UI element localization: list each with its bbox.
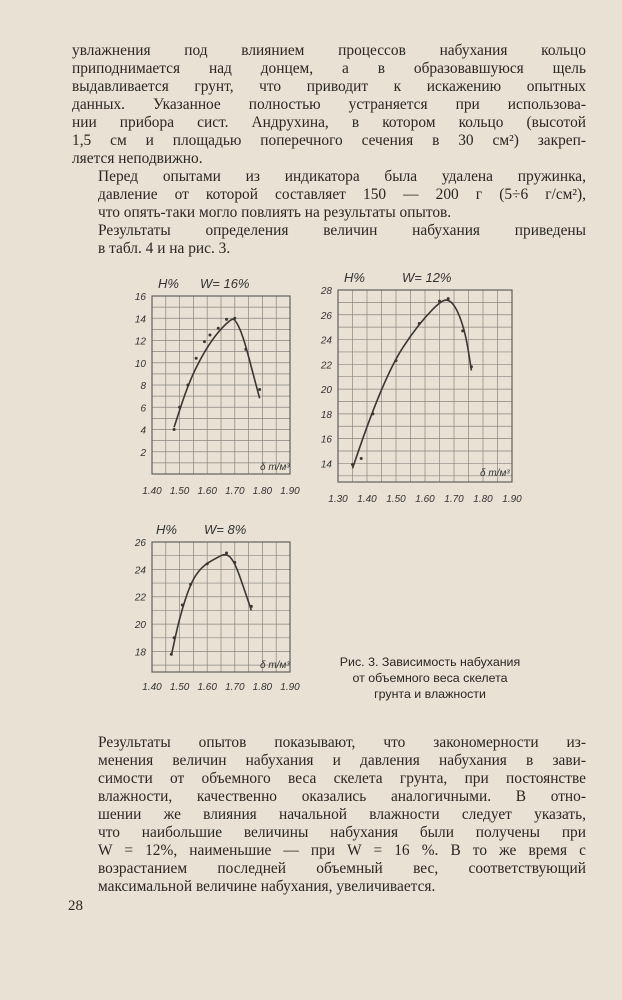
chart2-x-tick-label: 1.80 bbox=[252, 682, 273, 693]
chart2-data-point bbox=[181, 603, 184, 606]
p3-line: в табл. 4 и на рис. 3. bbox=[98, 240, 231, 257]
chart0-x-axis-label: δ т/м³ bbox=[260, 462, 290, 473]
p4-line: Результаты опытов показывают, что закономерности из- bbox=[98, 734, 586, 751]
chart2-y-tick-label: 20 bbox=[134, 620, 146, 632]
figure-caption bbox=[314, 654, 546, 702]
chart1-data-point bbox=[438, 300, 441, 303]
chart0-data-point bbox=[244, 348, 247, 351]
chart0-data-point bbox=[258, 388, 261, 391]
chart2-x-axis-label: δ т/м³ bbox=[260, 660, 290, 671]
p4-line: что наибольшие величины набухания были получены при bbox=[98, 824, 586, 841]
p2-line: что опять-таки могло повлиять на результаты опытов. bbox=[98, 204, 452, 221]
chart2-data-point bbox=[189, 583, 192, 586]
caption-line-1: Рис. 3. Зависимость набухания bbox=[339, 655, 521, 669]
chart1-data-point bbox=[351, 463, 354, 466]
chart2-y-tick-label: 24 bbox=[134, 565, 146, 577]
chart0-x-tick-label: 1.40 bbox=[142, 486, 162, 497]
p2-line: давление от которой составляет 150 — 200 г (5÷6 г/см²), bbox=[98, 186, 586, 203]
chart1-y-tick-label: 20 bbox=[320, 385, 332, 397]
chart0-y-tick-label: 2 bbox=[140, 447, 146, 459]
chart2-y-tick-label: 26 bbox=[134, 538, 146, 549]
chart0-title: W= 16% bbox=[200, 276, 250, 291]
chart2-y-tick-label: 18 bbox=[134, 647, 146, 659]
chart2-data-point bbox=[233, 561, 236, 564]
paragraph-4 bbox=[72, 734, 586, 896]
chart1-x-tick-label: 1.40 bbox=[357, 494, 377, 505]
chart0-y-tick-label: 10 bbox=[134, 358, 146, 370]
chart1-x-tick-label: 1.80 bbox=[473, 494, 493, 505]
p4-line: W = 12%, наименьшие — при W = 16 %. В то же время с bbox=[98, 842, 586, 859]
chart1-x-tick-label: 1.60 bbox=[415, 494, 435, 505]
chart-w8-svg bbox=[128, 522, 310, 693]
chart1-y-tick-label: 24 bbox=[320, 335, 332, 347]
p4-line: шении же влияния начальной влажности следует указать, bbox=[98, 806, 586, 823]
p2-line: Перед опытами из индикатора была удалена пружинка, bbox=[98, 168, 586, 185]
p1-line: выдавливается грунт, что приводит к искажению опытных bbox=[72, 78, 586, 95]
p1-line: ляется неподвижно. bbox=[72, 150, 203, 167]
chart-w16-svg bbox=[128, 268, 310, 504]
p4-line: влажности, качественно оказались аналогичными. В отно- bbox=[98, 788, 586, 805]
chart0-x-tick-label: 1.90 bbox=[280, 486, 300, 497]
p1-line: 1,5 см и площадью поперечного сечения в 30 см²) закреп- bbox=[72, 132, 586, 149]
chart1-y-tick-label: 26 bbox=[320, 310, 332, 322]
p1-line: приподнимается над донцем, а в образовавшуюся щель bbox=[72, 60, 586, 77]
chart2-x-tick-label: 1.60 bbox=[197, 682, 217, 693]
chart1-x-tick-label: 1.90 bbox=[502, 494, 522, 505]
chart1-series-curve bbox=[353, 300, 472, 468]
chart2-data-point bbox=[170, 653, 173, 656]
chart2-data-point bbox=[206, 562, 209, 565]
chart2-x-tick-label: 1.40 bbox=[142, 682, 162, 693]
chart1-data-point bbox=[418, 322, 421, 325]
chart1-y-tick-label: 28 bbox=[320, 286, 332, 297]
chart0-data-point bbox=[173, 428, 176, 431]
chart2-data-point bbox=[225, 551, 228, 554]
chart0-data-point bbox=[208, 333, 211, 336]
chart1-title: W= 12% bbox=[402, 270, 452, 285]
chart0-y-tick-label: 16 bbox=[134, 292, 146, 303]
chart2-data-point bbox=[173, 636, 176, 639]
chart2-title: W= 8% bbox=[204, 522, 247, 537]
p3-line: Результаты определения величин набухания приведены bbox=[98, 222, 586, 239]
chart1-x-tick-label: 1.30 bbox=[328, 494, 348, 505]
caption-line-3: грунта и влажности bbox=[374, 687, 486, 701]
page-number: 28 bbox=[68, 898, 83, 914]
chart1-x-axis-label: δ т/м³ bbox=[480, 468, 510, 479]
chart1-data-point bbox=[395, 359, 398, 362]
chart0-y-tick-label: 4 bbox=[140, 425, 146, 437]
p1-line: данных. Указанное полностью устраняется при использова- bbox=[72, 96, 586, 113]
chart0-data-point bbox=[178, 406, 181, 409]
chart0-y-tick-label: 14 bbox=[134, 314, 146, 326]
chart-w8 bbox=[128, 522, 310, 693]
chart0-y-axis-label: H% bbox=[158, 276, 179, 291]
chart1-data-point bbox=[470, 365, 473, 368]
chart1-data-point bbox=[461, 329, 464, 332]
p4-line: возрастанием последней объемный вес, соответствующий bbox=[98, 860, 586, 877]
chart0-x-tick-label: 1.60 bbox=[197, 486, 217, 497]
p4-line: менения величин набухания и давления набухания в зави- bbox=[98, 752, 586, 769]
chart1-data-point bbox=[371, 412, 374, 415]
chart0-y-tick-label: 8 bbox=[140, 381, 146, 392]
chart1-y-axis-label: H% bbox=[344, 270, 365, 285]
chart0-data-point bbox=[225, 318, 228, 321]
chart0-data-point bbox=[186, 384, 189, 387]
p4-line: симости от объемного веса скелета грунта, при постоянстве bbox=[98, 770, 586, 787]
chart-w16 bbox=[128, 268, 310, 504]
chart2-data-point bbox=[250, 605, 253, 608]
chart1-y-tick-label: 14 bbox=[320, 459, 332, 471]
chart0-data-point bbox=[195, 357, 198, 360]
chart2-x-tick-label: 1.50 bbox=[169, 682, 190, 693]
chart0-data-point bbox=[217, 327, 220, 330]
chart2-x-tick-label: 1.70 bbox=[225, 682, 245, 693]
p1-line: увлажнения под влиянием процессов набухания кольцо bbox=[72, 42, 586, 59]
chart2-y-tick-label: 22 bbox=[134, 592, 146, 604]
chart0-x-tick-label: 1.70 bbox=[225, 486, 245, 497]
chart-w12 bbox=[322, 268, 538, 504]
chart1-x-tick-label: 1.50 bbox=[386, 494, 406, 505]
chart0-x-tick-label: 1.50 bbox=[169, 486, 190, 497]
chart0-series-curve bbox=[174, 319, 260, 427]
chart1-y-tick-label: 16 bbox=[320, 434, 332, 446]
chart-w12-svg bbox=[322, 268, 538, 504]
chart0-y-tick-label: 6 bbox=[140, 403, 146, 415]
chart1-x-tick-label: 1.70 bbox=[444, 494, 464, 505]
chart1-data-point bbox=[360, 457, 363, 460]
chart1-y-tick-label: 18 bbox=[320, 409, 332, 421]
chart2-y-axis-label: H% bbox=[156, 522, 177, 537]
paragraph-2 bbox=[72, 168, 586, 222]
p1-line: нии прибора сист. Андрухина, в котором кольцо (высотой bbox=[72, 114, 586, 131]
chart0-data-point bbox=[203, 340, 206, 343]
paragraph-3 bbox=[72, 222, 586, 258]
chart0-x-tick-label: 1.80 bbox=[252, 486, 273, 497]
p4-line: максимальной величине набухания, увеличивается. bbox=[98, 878, 436, 895]
chart2-x-tick-label: 1.90 bbox=[280, 682, 300, 693]
chart1-y-tick-label: 22 bbox=[320, 360, 332, 372]
chart1-data-point bbox=[447, 297, 450, 300]
paragraph-1 bbox=[72, 42, 586, 168]
chart0-data-point bbox=[233, 317, 236, 320]
caption-line-2: от объемного веса скелета bbox=[352, 671, 508, 685]
chart0-y-tick-label: 12 bbox=[134, 336, 146, 348]
